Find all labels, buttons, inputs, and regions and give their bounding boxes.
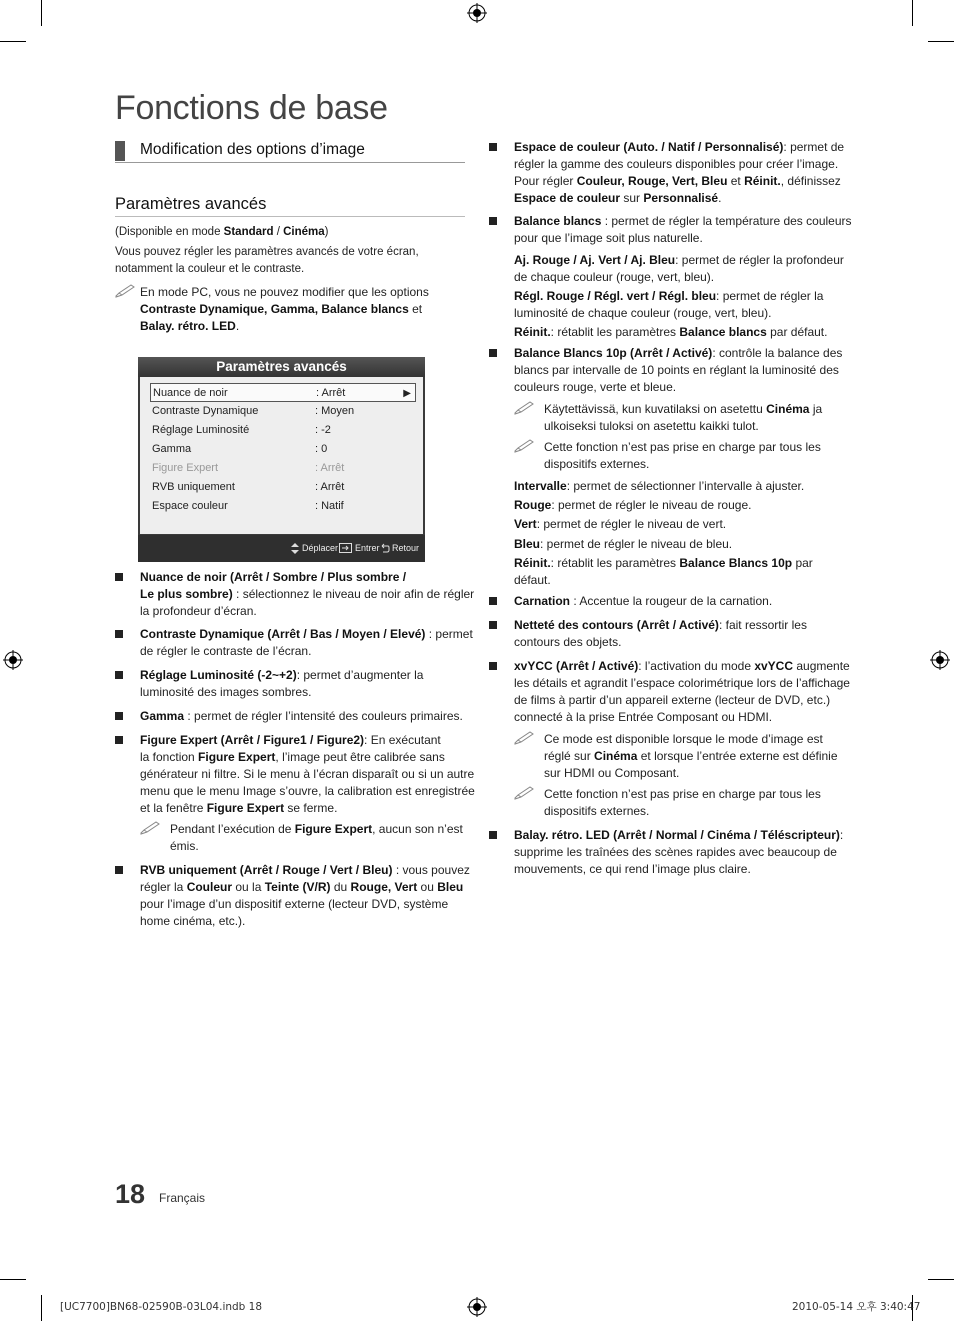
sub-item: Régl. Rouge / Régl. vert / Régl. bleu: permet de régler la luminosité de chaque couleur (rouge, vert, bleu). — [514, 289, 824, 320]
osd-row-label: RVB uniquement — [152, 481, 235, 493]
osd-row — [150, 459, 416, 478]
osd-footer — [138, 535, 425, 562]
bullet-icon — [489, 143, 497, 151]
right-arrow-icon: ▶ — [403, 388, 411, 399]
osd-row-value: : Arrêt — [315, 462, 345, 474]
osd-row[interactable] — [150, 421, 416, 440]
note-text: Balay. rétro. LED. — [140, 319, 240, 333]
osd-row-label: Espace couleur — [152, 500, 228, 512]
bullet-icon — [489, 217, 497, 225]
bullet-icon — [489, 621, 497, 629]
trim-mark — [41, 1295, 42, 1321]
pencil-note-icon — [115, 284, 137, 298]
print-slug-left: [UC7700]BN68-02590B-03L04.indb 18 — [60, 1301, 263, 1313]
bullet-icon — [115, 736, 123, 744]
intro-line: notamment la couleur et le contraste. — [115, 263, 305, 275]
sub-item: Réinit.: rétablit les paramètres Balance Blancs 10p par défaut. — [514, 556, 813, 587]
osd-panel — [140, 377, 423, 534]
registration-mark-icon — [3, 650, 23, 670]
sub-item: Bleu: permet de régler le niveau de bleu. — [514, 537, 733, 551]
osd-row-value: : -2 — [315, 424, 331, 436]
trim-mark — [928, 41, 954, 42]
osd-title: Paramètres avancés — [138, 357, 425, 377]
section-title: Modification des options d’image — [140, 141, 365, 158]
enter-icon — [339, 543, 352, 553]
bullet-icon — [115, 630, 123, 638]
registration-mark-icon — [930, 650, 950, 670]
osd-row[interactable] — [150, 497, 416, 516]
page-title: Fonctions de base — [115, 89, 388, 127]
osd-row-label: Contraste Dynamique — [152, 405, 259, 417]
sub-item: Rouge: permet de régler le niveau de rouge. — [514, 498, 752, 512]
osd-row[interactable] — [150, 440, 416, 459]
osd-row-value: : Arrêt — [316, 387, 346, 399]
bullet-icon — [115, 712, 123, 720]
osd-row-label: Réglage Luminosité — [152, 424, 250, 436]
trim-mark — [928, 1279, 954, 1280]
osd-menu — [138, 357, 425, 562]
bullet-icon — [489, 831, 497, 839]
subsection-title: Paramètres avancés — [115, 193, 465, 217]
note-text: Contraste Dynamique, Gamma, Balance blancs et — [140, 302, 423, 316]
sub-item: Vert: permet de régler le niveau de vert. — [514, 517, 727, 531]
section-bar — [115, 141, 125, 161]
bullet-icon — [115, 866, 123, 874]
return-icon — [380, 543, 390, 553]
trim-mark — [912, 0, 913, 26]
osd-row-value: : 0 — [315, 443, 328, 455]
bullet-icon — [115, 573, 123, 581]
osd-row-value: : Natif — [315, 500, 344, 512]
sub-item: Réinit.: rétablit les paramètres Balance blancs par défaut. — [514, 325, 828, 339]
trim-mark — [0, 1279, 26, 1280]
pencil-note-icon — [140, 821, 162, 835]
bullet-icon — [489, 662, 497, 670]
osd-row-value: : Arrêt — [315, 481, 345, 493]
osd-row-label: Gamma — [152, 443, 192, 455]
note-text: En mode PC, vous ne pouvez modifier que les options — [140, 285, 429, 299]
bullet-icon — [489, 597, 497, 605]
osd-row[interactable] — [150, 478, 416, 497]
sub-item: Intervalle: permet de sélectionner l’intervalle à ajuster. — [514, 479, 805, 493]
pencil-note-icon — [514, 731, 536, 745]
intro-line: Vous pouvez régler les paramètres avancés de votre écran, — [115, 246, 419, 258]
osd-row-label: Nuance de noir — [153, 387, 228, 399]
up-down-icon — [291, 543, 299, 554]
sub-item: Aj. Rouge / Aj. Vert / Aj. Bleu: permet de régler la profondeur de chaque couleur (rouge, vert, bleu). — [514, 253, 844, 284]
footer-enter-label: Entrer — [355, 543, 380, 553]
availability-line: (Disponible en mode Standard / Cinéma) — [115, 226, 329, 238]
osd-row-value: : Moyen — [315, 405, 355, 417]
page-number: 18 — [115, 1179, 146, 1209]
footer-move-label: Déplacer — [302, 543, 339, 553]
osd-row-label: Figure Expert — [152, 462, 219, 474]
bullet-icon — [489, 349, 497, 357]
registration-mark-icon — [467, 3, 487, 23]
print-slug-right: 2010-05-14 오후 3:40:47 — [792, 1301, 921, 1313]
bullet-icon — [115, 671, 123, 679]
pencil-note-icon — [514, 401, 536, 415]
osd-row[interactable] — [150, 402, 416, 421]
registration-mark-icon — [467, 1297, 487, 1317]
pencil-note-icon — [514, 439, 536, 453]
section-heading — [115, 139, 465, 163]
trim-mark — [41, 0, 42, 26]
osd-row[interactable] — [150, 383, 416, 402]
language-label: Français — [159, 1191, 206, 1205]
pencil-note-icon — [514, 786, 536, 800]
footer-back-label: Retour — [392, 543, 420, 553]
trim-mark — [0, 41, 26, 42]
